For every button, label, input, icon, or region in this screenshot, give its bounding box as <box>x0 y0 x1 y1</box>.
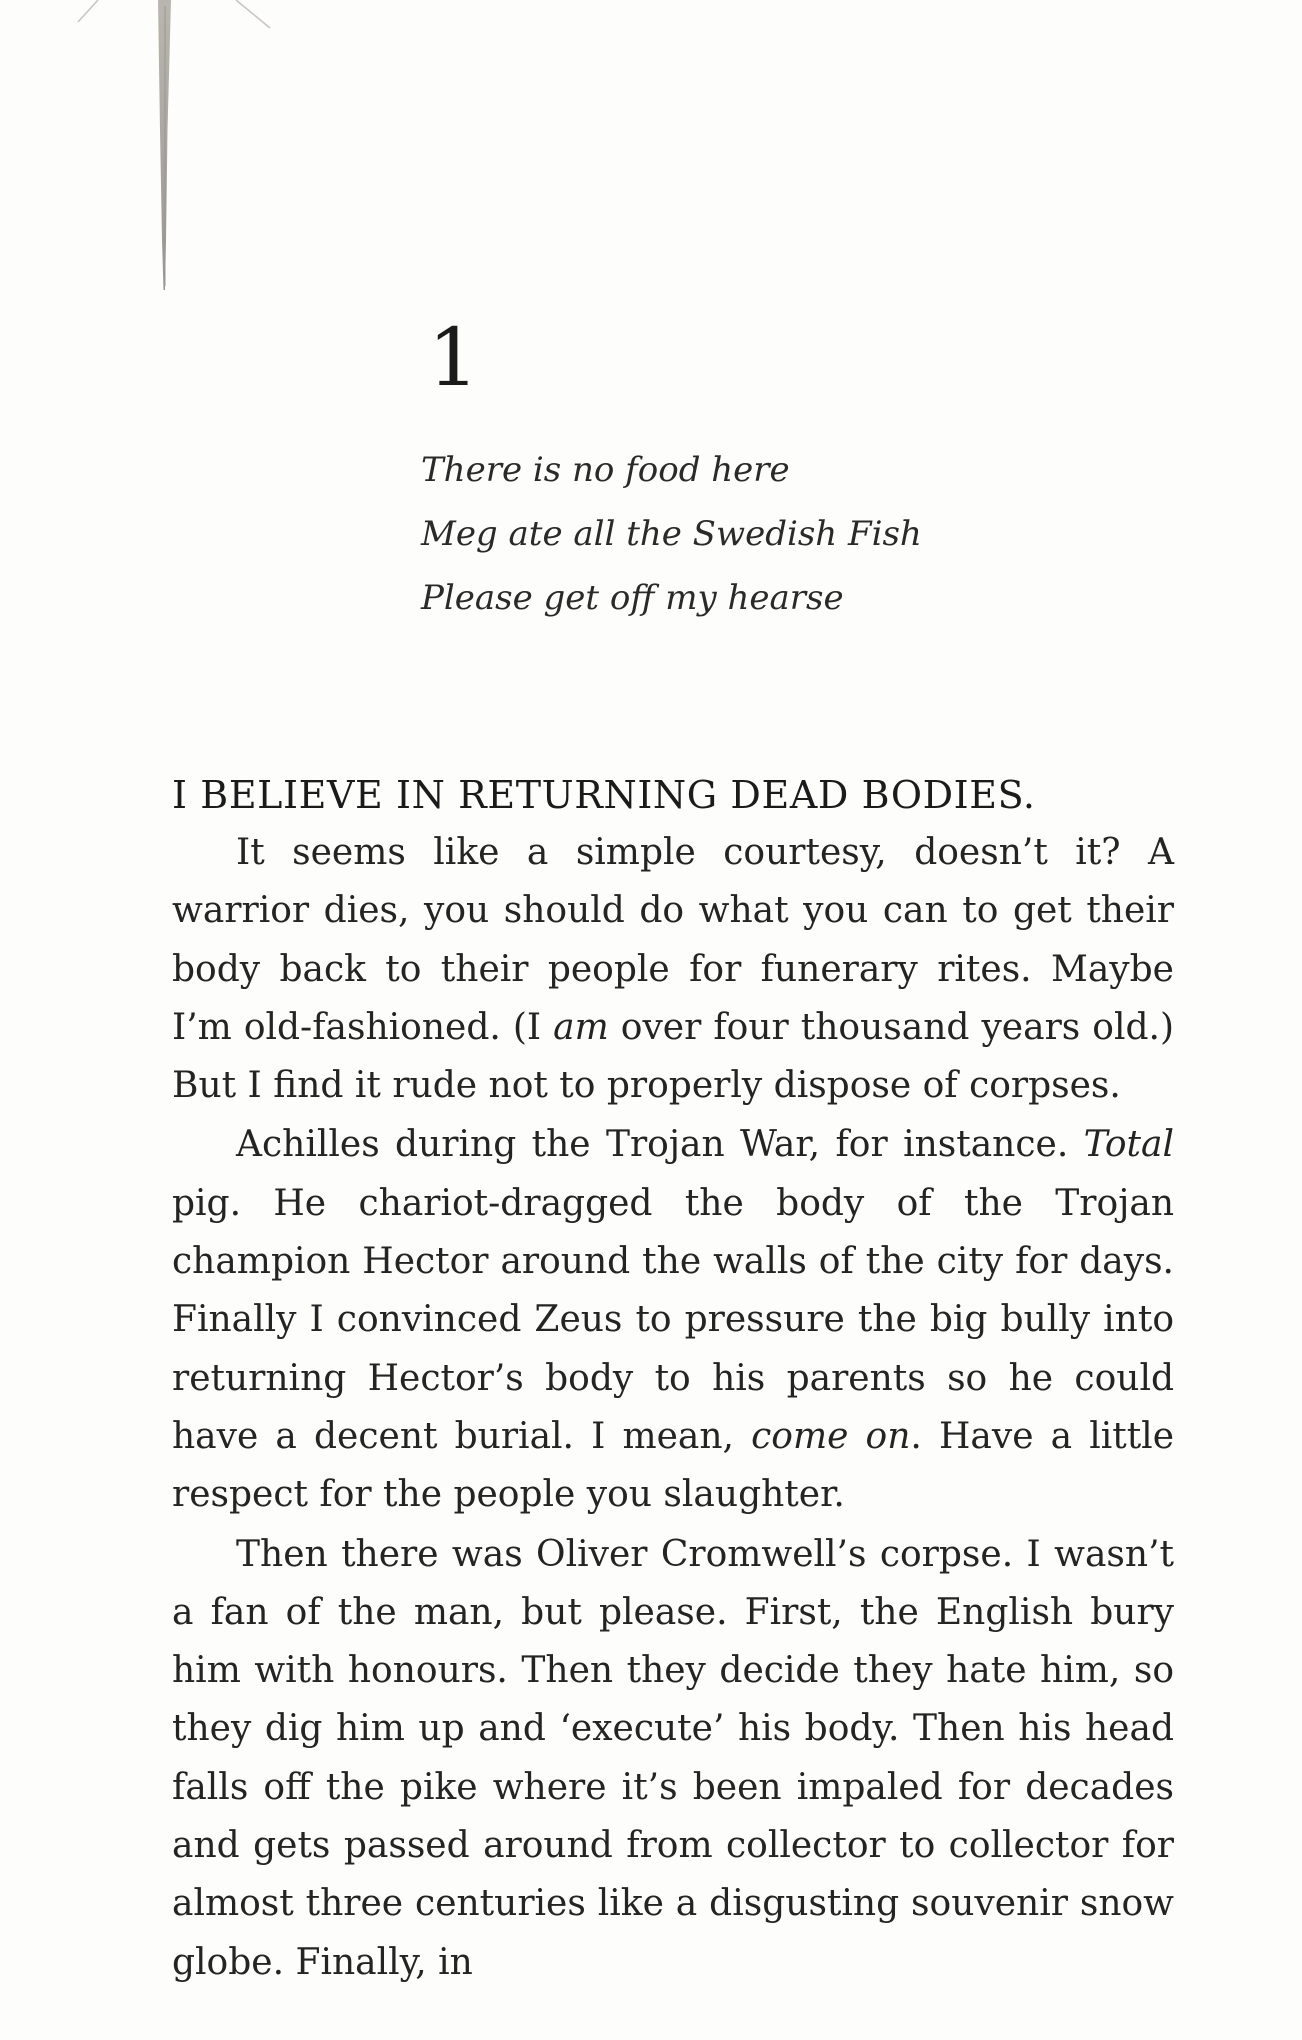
epigraph-line: Meg ate all the Swedish Fish <box>421 514 922 554</box>
paragraph <box>172 824 1174 1115</box>
chapter-number: 1 <box>428 311 479 404</box>
text-run: Then there was Oliver Cromwell’s corpse. I wasn’t a fan of the man, but please. First, the English bury him with honours. Then they decide they hate him, so they dig him up and ‘execute’ his body. Then his head falls off the pike where it’s been impaled for decades and gets passed around from collector to collector for almost three centuries like a disgusting souvenir snow globe. Finally, in <box>172 1533 1174 1983</box>
paragraph <box>172 1526 1174 1992</box>
paragraph <box>172 1116 1174 1524</box>
chapter-epigraph <box>421 438 1121 630</box>
text-run: pig. He chariot-dragged the body of the Trojan champion Hector around the walls of the city for days. Finally I convinced Zeus to pressure the big bully into returning Hector’s body to his parents so he could have a decent burial. I mean, <box>172 1182 1174 1457</box>
opening-line: I BELIEVE IN RETURNING DEAD BODIES. <box>172 773 1036 817</box>
text-run: over four thousand years old.) But I find it rude not to properly dispose of corpses. <box>172 1006 1174 1107</box>
text-run: It seems like a simple courtesy, doesn’t it? A warrior dies, you should do what you can to get their body back to their people for funerary rites. Maybe I’m old-fashioned. (I <box>172 832 1174 1048</box>
text-run: . Have a little respect for the people you slaughter. <box>172 1415 1174 1516</box>
star-ornament-icon <box>0 0 300 300</box>
italic-run: am <box>553 1006 609 1048</box>
epigraph-line: There is no food here <box>421 450 790 490</box>
italic-run: come on <box>751 1415 911 1457</box>
italic-run: Total <box>1083 1124 1174 1166</box>
epigraph-line: Please get off my hearse <box>421 578 844 618</box>
text-run: Achilles during the Trojan War, for instance. <box>236 1124 1084 1166</box>
chapter-body <box>172 767 1174 1992</box>
